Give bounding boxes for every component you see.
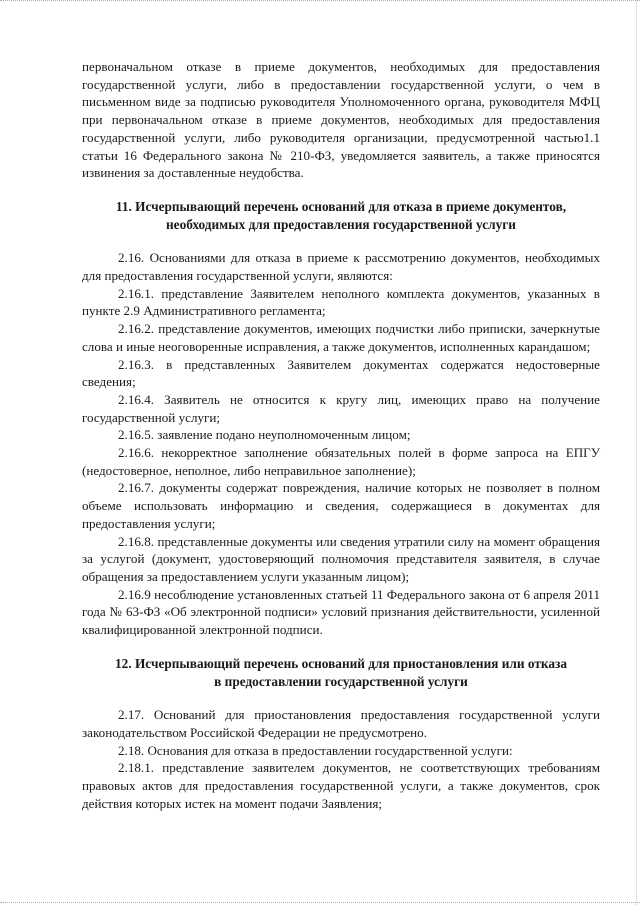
section-12-heading-line2: в предоставлении государственной услуги [214,673,468,689]
intro-paragraph: первоначальном отказе в приеме документов, необходимых для предоставления государственной услуги, либо в предоставлении государственной услуги, о чем в письменном виде за подписью руководителя Уполномоченного органа, руководителя МФЦ при первоначальном отказе в приеме документов, необходимых для предоставления государственной услуги, либо руководителя организации, предусмотренной частью1.1 статьи 16 Федерального закона № 210-ФЗ, уведомляется заявитель, а также приносятся извинения за доставленные неудобства. [82,59,600,181]
paragraph-2-17: 2.17. Оснований для приостановления предоставления государственной услуги законодательством Российской Федерации не предусмотрено. [82,707,600,740]
section-11-heading-line2: необходимых для предоставления государственной услуги [166,216,516,232]
paragraph-2-18-1: 2.18.1. представление заявителем документов, не соответствующих требованиям правовых актов для предоставления государственной услуги, а также документов, срок действия которых истек на момент подачи Заявления; [82,760,600,811]
scan-right-edge [635,0,637,905]
paragraph-2-16-2: 2.16.2. представление документов, имеющих подчистки либо приписки, зачеркнутые слова и иные неоговоренные исправления, а также документов, исполненных карандашом; [82,321,600,354]
document-page [82,58,600,812]
scan-top-edge [0,0,640,5]
paragraph-2-18: 2.18. Основания для отказа в предоставлении государственной услуги: [118,742,513,758]
paragraph-2-16-1: 2.16.1. представление Заявителем неполного комплекта документов, указанных в пункте 2.9 Административного регламента; [82,285,600,319]
paragraph-2-16: 2.16. Основаниями для отказа в приеме к рассмотрению документов, необходимых для предоставления государственной услуги, являются: [82,250,600,284]
paragraph-2-16-3: 2.16.3. в представленных Заявителем документах содержатся недостоверные сведения; [82,356,600,390]
paragraph-2-16-4: 2.16.4. Заявитель не относится к кругу лиц, имеющих право на получение государственной услуги; [82,391,600,425]
paragraph-2-16-7: 2.16.7. документы содержат повреждения, наличие которых не позволяет в полном объеме использовать информацию и сведения, содержащиеся в документах для предоставления услуги; [82,480,600,531]
section-12-heading [82,655,600,690]
section-11-body [82,249,600,638]
scan-bottom-edge [0,901,640,903]
paragraph-2-16-8: 2.16.8. представленные документы или сведения утратили силу на момент обращения за услугой (документ, удостоверяющий полномочия представителя заявителя, в случае обращения за предоставлением услуги указанным лицом); [82,533,600,584]
paragraph-2-16-6: 2.16.6. некорректное заполнение обязательных полей в форме запроса на ЕПГУ (недостоверное, неполное, либо неправильное заполнение); [82,445,600,478]
section-11-heading [82,198,600,233]
section-11-heading-line1: 11. Исчерпывающий перечень оснований для отказа в приеме документов, [115,198,567,214]
section-12-body [82,706,600,812]
section-12-heading-line1: 12. Исчерпывающий перечень оснований для приостановления или отказа [115,655,567,671]
paragraph-2-16-5: 2.16.5. заявление подано неуполномоченным лицом; [118,427,411,443]
paragraph-2-16-9: 2.16.9 несоблюдение установленных статьей 11 Федерального закона от 6 апреля 2011 года № 63-ФЗ «Об электронной подписи» условий признания действительности, усиленной квалифицированной электронной подписи. [82,586,600,638]
